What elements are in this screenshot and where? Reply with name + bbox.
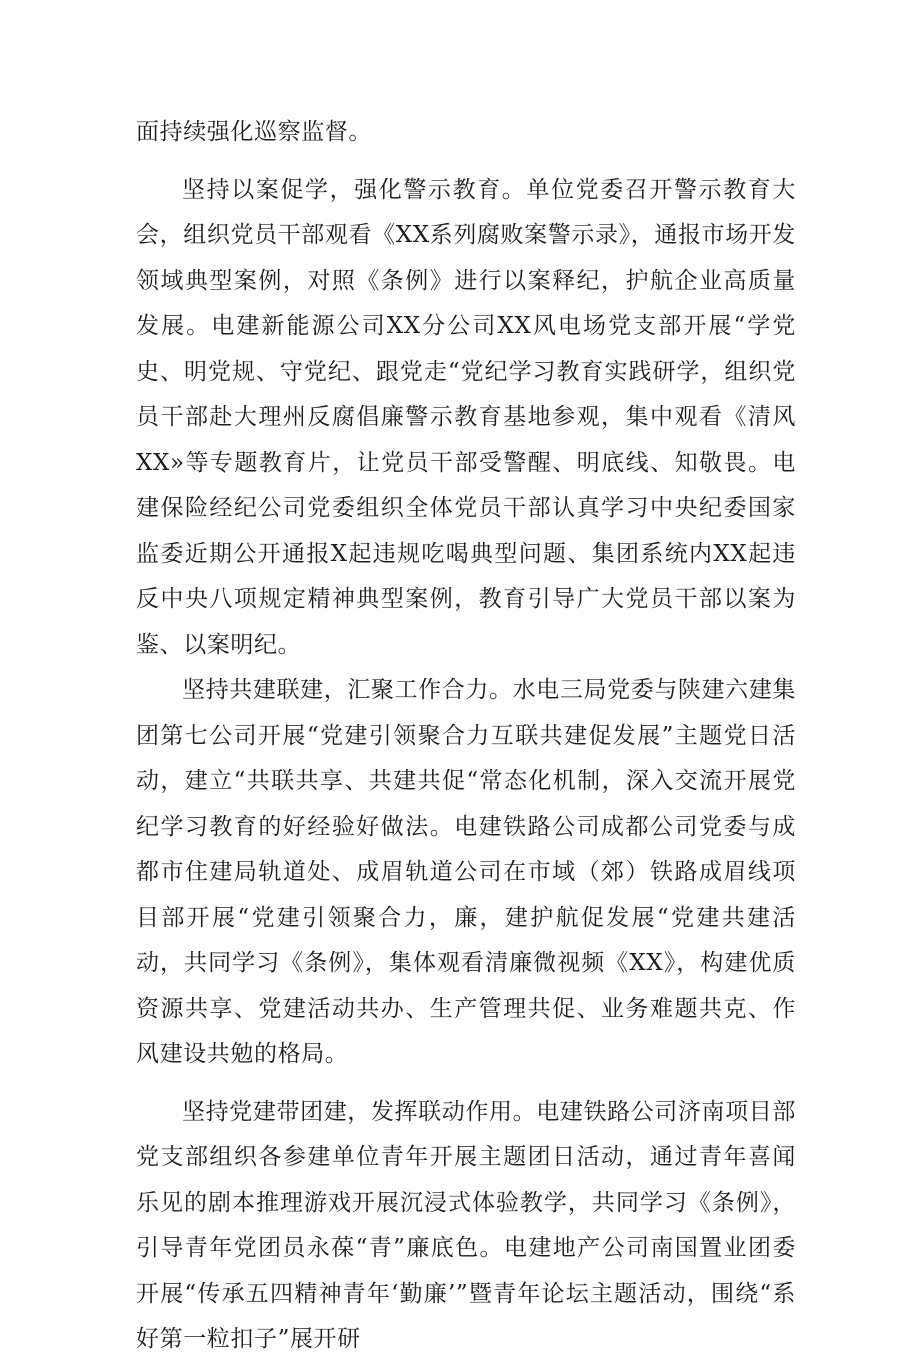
paragraph-gap [136, 156, 796, 168]
paragraph-gap [136, 1078, 796, 1090]
paragraph-3: 坚持共建联建，汇聚工作合力。水电三局党委与陕建六建集团第七公司开展“党建引领聚合力互联共建促发展”主题党日活动，建立“共联共享、共建共促“常态化机制，深入交流开展党纪学习教育的好经验好做法。电建铁路公司成都公司党委与成都市住建局轨道处、成眉轨道公司在市域（郊）铁路成眉线项目部开展“党建引领聚合力，廉，建护航促发展“党建共建活动，共同学习《条例》，集体观看清廉微视频《XX》，构建优质资源共享、党建活动共办、生产管理共促、业务难题共克、作风建设共勉的格局。 [136, 677, 796, 1067]
paragraph-2: 坚持以案促学，强化警示教育。单位党委召开警示教育大会，组织党员干部观看《XX系列腐败案警示录》，通报市场开发领域典型案例，对照《条例》进行以案释纪，护航企业高质量发展。电建新能源公司XX分公司XX风电场党支部开展“学党史、明党规、守党纪、跟党走“党纪学习教育实践研学，组织党员干部赴大理州反腐倡廉警示教育基地参观，集中观看《清风XX»等专题教育片，让党员干部受警醒、明底线、知敬畏。电建保险经纪公司党委组织全体党员干部认真学习中央纪委国家监委近期公开通报X起违规吃喝典型问题、集团系统内XX起违反中央八项规定精神典型案例，教育引导广大党员干部以案为鉴、以案明纪。 [136, 176, 796, 658]
paragraph-4: 坚持党建带团建，发挥联动作用。电建铁路公司济南项目部党支部组织各参建单位青年开展主题团日活动，通过青年喜闻乐见的剧本推理游戏开展沉浸式体验教学，共同学习《条例》，引导青年党团员永葆“青”廉底色。电建地产公司南国置业团委开展“传承五四精神青年‘勤廉’”暨青年论坛主题活动，围绕“系好第一粒扣子”展开研 [136, 1098, 796, 1352]
document-body [136, 110, 796, 1363]
paragraph-1: 面持续强化巡察监督。 [136, 119, 372, 145]
